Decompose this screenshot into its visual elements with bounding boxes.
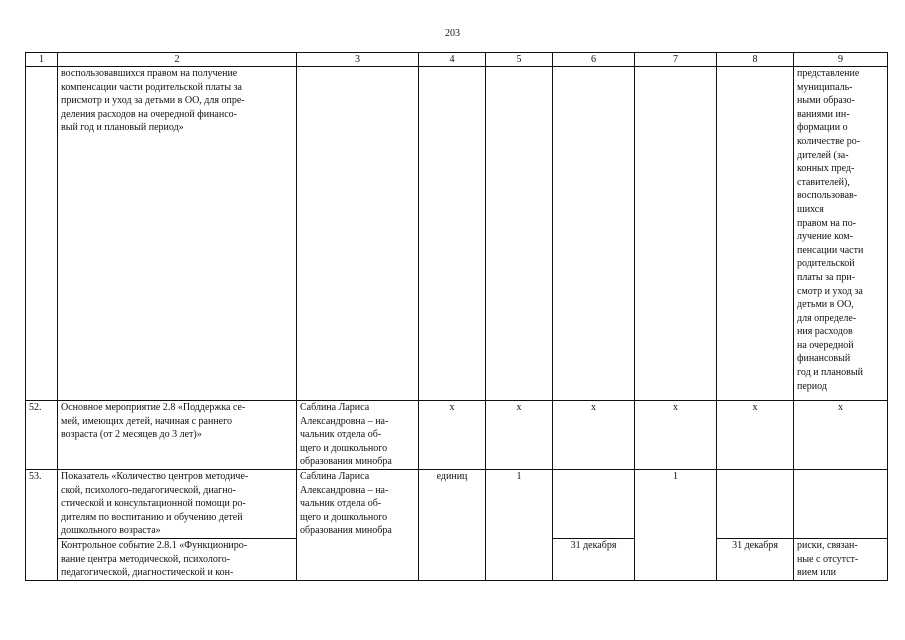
unit-cell: единиц [419,470,486,581]
responsible-cell [297,67,419,401]
responsible-cell: Саблина Лариса Александровна – на- чальник отдела об- щего и дошкольного образования минобра [297,401,419,470]
indicator-name-cell: Показатель «Количество центров методиче- ской, психолого-педагогической, диагно- стической и консультационной помощи ро- дителям по воспитанию и обучению детей дошкольного возраста» [58,470,297,539]
table-row-52 [26,401,888,470]
unit-cell: х [419,401,486,470]
header-cell-4: 4 [419,53,486,67]
date-cell: 31 декабря [553,539,635,581]
header-cell-8: 8 [717,53,794,67]
date-cell: х [717,401,794,470]
value-cell [635,67,717,401]
date-cell [717,470,794,539]
page-number: 203 [445,28,460,39]
value-cell: х [635,401,717,470]
row-number-cell: 52. [26,401,58,470]
responsible-cell: Саблина Лариса Александровна – на- чальник отдела об- щего и дошкольного образования минобра [297,470,419,581]
header-cell-2: 2 [58,53,297,67]
column-number-header-row [26,53,888,67]
note-cell: представление муниципаль- ными образо- ваниями ин- формации о количестве ро- дителей (за- конных пред- ставителей), воспользовав- шихся правом на по- лучение ком- пенсации части родительской платы за при- смотр и уход за детьми в ОО, для определе- ния расходов на очередной финансовый год и плановый период [794,67,888,401]
date-cell [553,470,635,539]
activity-name-cell: воспользовавшихся правом на получение компенсации части родительской платы за присмотр и уход за детьми в ОО, для опре- деления расходов на очередной финансо- вый год и плановый период» [58,67,297,401]
date-cell: 31 декабря [717,539,794,581]
value-cell: 1 [486,470,553,581]
row-number-cell: 53. [26,470,58,581]
activity-name-cell: Основное мероприятие 2.8 «Поддержка се- мей, имеющих детей, начиная с раннего возраста (от 2 месяцев до 3 лет)» [58,401,297,470]
table-row-continuation [26,67,888,401]
control-event-name-cell: Контрольное событие 2.8.1 «Функциониро- вание центра методической, психолого- педагогической, диагностической и кон- [58,539,297,581]
note-cell: х [794,401,888,470]
date-cell: х [553,401,635,470]
header-cell-6: 6 [553,53,635,67]
value-cell: 1 [635,470,717,581]
date-cell [717,67,794,401]
date-cell [553,67,635,401]
document-table [25,52,888,581]
header-cell-9: 9 [794,53,888,67]
table-row-53 [26,470,888,539]
unit-cell [419,67,486,401]
value-cell: х [486,401,553,470]
header-cell-3: 3 [297,53,419,67]
header-cell-1: 1 [26,53,58,67]
note-cell [794,470,888,539]
value-cell [486,67,553,401]
row-number-cell [26,67,58,401]
note-cell: риски, связан- ные с отсутст- вием или [794,539,888,581]
header-cell-5: 5 [486,53,553,67]
header-cell-7: 7 [635,53,717,67]
